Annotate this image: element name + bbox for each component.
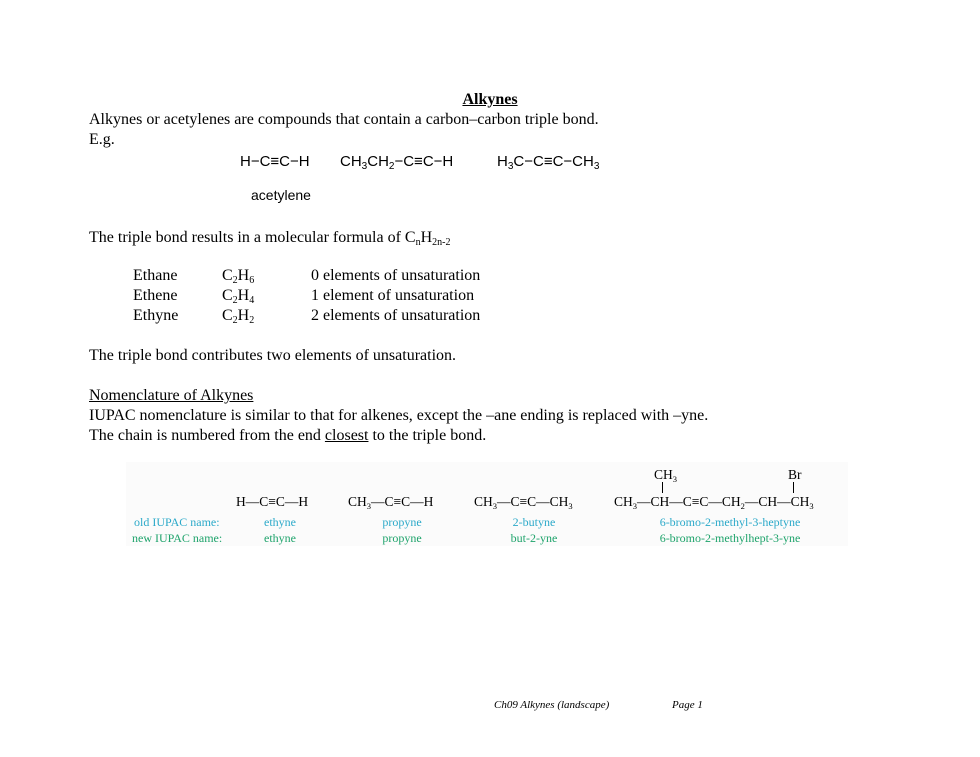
- acetylene-label: acetylene: [251, 187, 311, 203]
- nomenclature-heading: Nomenclature of Alkynes: [89, 387, 254, 404]
- eg-text: E.g.: [89, 131, 115, 148]
- unsaturation-desc: 0 elements of unsaturation: [311, 267, 481, 284]
- sentence-subscript: 2n-2: [432, 237, 451, 248]
- structure-propyne: $CH_3—C\equiv C—H$: [348, 494, 434, 511]
- new-name-butyne: but-2-yne: [510, 531, 558, 545]
- nomenclature-line2: [89, 426, 486, 446]
- old-name-heptyne: 6-bromo-2-methyl-3-heptyne: [659, 515, 801, 529]
- new-name-heptyne: 6-bromo-2-methylhept-3-yne: [659, 531, 801, 545]
- old-name-ethyne: ethyne: [264, 515, 296, 529]
- line-part: The chain is numbered from the end: [89, 427, 325, 444]
- old-name-butyne: 2-butyne: [512, 515, 556, 529]
- structure-butyne: $CH_3—C\equiv C—CH_3$: [474, 494, 573, 511]
- compound-formula: $C_2H_6$: [222, 267, 255, 286]
- compound-name: Ethane: [133, 267, 178, 284]
- formula-propyne: [340, 153, 453, 170]
- line-part: to the triple bond.: [368, 427, 487, 444]
- sentence-part: H: [420, 229, 433, 246]
- nomenclature-line1: IUPAC nomenclature is similar to that for alkenes, except the –ane ending is replaced with –yne.: [89, 407, 709, 424]
- formula-part: CH: [367, 153, 389, 170]
- intro-text: Alkynes or acetylenes are compounds that contain a carbon–carbon triple bond.: [89, 111, 599, 128]
- compound-name: Ethyne: [133, 307, 179, 324]
- new-name-ethyne: ethyne: [264, 531, 296, 545]
- page-title: Alkynes: [462, 91, 518, 108]
- sentence-part: The triple bond results in a molecular formula of C: [89, 229, 416, 246]
- formula-subscript: 3: [361, 161, 368, 172]
- methyl-bond: [662, 482, 663, 493]
- old-iupac-label: old IUPAC name:: [134, 515, 220, 529]
- compound-formula: $C_2H_4$: [222, 287, 255, 306]
- formula-acetylene-text: H−C≡C−H: [240, 153, 310, 170]
- closest-word: closest: [324, 427, 369, 444]
- methyl-substituent: $CH_3$: [654, 467, 678, 484]
- formula-part: −C≡C−H: [394, 153, 454, 170]
- bromo-bond: [793, 482, 794, 493]
- formula-butyne: [497, 153, 599, 170]
- new-iupac-label: new IUPAC name:: [132, 531, 223, 545]
- formula-part: H: [497, 153, 508, 170]
- formula-part: C−C≡C−CH: [513, 153, 594, 170]
- formula-part: CH: [340, 153, 362, 170]
- unsaturation-desc: 1 element of unsaturation: [311, 287, 475, 304]
- bromo-substituent: Br: [788, 467, 802, 482]
- formula-subscript: 3: [507, 161, 514, 172]
- formula-subscript: 3: [593, 161, 600, 172]
- contribution-text: The triple bond contributes two elements of unsaturation.: [89, 347, 457, 364]
- formula-subscript: 2: [388, 161, 395, 172]
- footer-page: Page 1: [672, 699, 703, 711]
- sentence-subscript: n: [415, 237, 421, 248]
- unsaturation-desc: 2 elements of unsaturation: [311, 307, 481, 324]
- compound-name: Ethene: [133, 287, 178, 304]
- formula-sentence: [89, 228, 450, 248]
- formula-acetylene: [240, 153, 310, 170]
- structure-heptyne: $CH_3—CH—C\equiv C—CH_2—CH—CH_3$: [614, 494, 814, 511]
- old-name-propyne: propyne: [382, 515, 422, 529]
- compound-formula: $C_2H_2$: [222, 307, 255, 326]
- footer-chapter: Ch09 Alkynes (landscape): [494, 699, 610, 711]
- new-name-propyne: propyne: [382, 531, 422, 545]
- structure-ethyne: H—C≡C—H: [236, 494, 309, 509]
